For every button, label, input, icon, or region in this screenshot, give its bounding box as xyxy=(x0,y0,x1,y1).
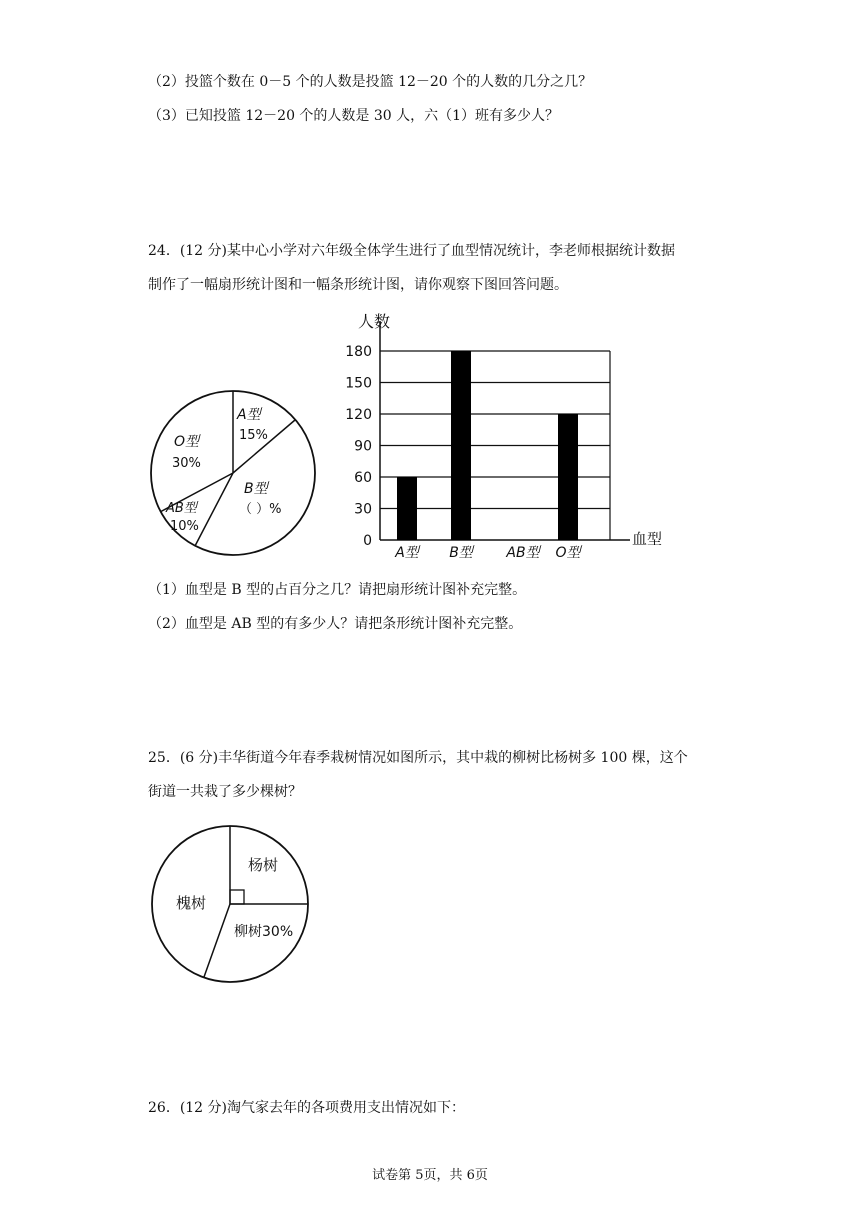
q23-sub2: （2）投篮个数在 0－5 个的人数是投篮 12－20 个的人数的几分之几？ xyxy=(148,74,593,90)
q25-stem-line2: 街道一共栽了多少棵树？ xyxy=(148,784,302,800)
pie-label-o: O型 xyxy=(174,434,200,450)
page-footer: 试卷第 5页，共 6页 xyxy=(372,1168,488,1183)
bar-O型 xyxy=(558,414,578,540)
blood-type-pie-chart xyxy=(148,388,318,558)
q26-stem-line1: 26．(12 分)淘气家去年的各项费用支出情况如下： xyxy=(148,1100,466,1116)
y-tick-0: 0 xyxy=(363,533,372,549)
q25-stem-line1: 25．(6 分)丰华街道今年春季栽树情况如图所示，其中栽的柳树比杨树多 100 棵，这个 xyxy=(148,750,688,766)
y-tick-90: 90 xyxy=(354,438,372,455)
bar-chart-y-ticks xyxy=(345,344,372,549)
x-tick-A型: A型 xyxy=(395,545,419,561)
tree-label-huai: 槐树 xyxy=(176,894,207,912)
y-tick-150: 150 xyxy=(345,375,372,392)
x-tick-AB型: AB型 xyxy=(506,545,540,561)
q23-sub3: （3）已知投篮 12－20 个的人数是 30 人，六（1）班有多少人？ xyxy=(148,108,560,124)
pie-pct-a: 15% xyxy=(239,428,268,443)
y-tick-120: 120 xyxy=(345,407,372,423)
pie-label-b: B型 xyxy=(244,481,268,497)
bar-B型 xyxy=(451,351,471,540)
y-tick-180: 180 xyxy=(345,344,372,360)
bar-chart-grid xyxy=(380,321,630,540)
q24-stem-line2: 制作了一幅扇形统计图和一幅条形统计图，请你观察下图回答问题。 xyxy=(148,277,568,293)
bar-chart-x-ticks xyxy=(394,545,583,561)
y-axis-label: 人数 xyxy=(358,312,391,331)
bar-A型 xyxy=(397,477,417,540)
y-tick-30: 30 xyxy=(354,501,372,518)
tree-planting-pie-chart xyxy=(150,824,312,986)
q24-sub1: （1）血型是 B 型的占百分之几？请把扇形统计图补充完整。 xyxy=(148,582,527,598)
x-tick-O型: O型 xyxy=(555,545,581,561)
q24-stem-line1: 24．(12 分)某中心小学对六年级全体学生进行了血型情况统计，李老师根据统计数据 xyxy=(148,243,676,259)
q24-sub2: （2）血型是 AB 型的有多少人？请把条形统计图补充完整。 xyxy=(148,616,523,632)
pie-pct-ab: 10% xyxy=(170,519,199,534)
y-tick-60: 60 xyxy=(354,470,372,486)
x-tick-B型: B型 xyxy=(449,545,473,561)
pie-label-a: A型 xyxy=(237,407,261,423)
x-axis-label: 血型 xyxy=(632,530,663,548)
tree-label-yang: 杨树 xyxy=(248,856,279,874)
blood-type-bar-chart xyxy=(330,308,680,568)
pie-label-ab: AB型 xyxy=(166,501,197,516)
pie-pct-o: 30% xyxy=(172,456,201,471)
tree-label-liu: 柳树30% xyxy=(234,924,294,940)
pie-pct-b: （ ）% xyxy=(239,502,282,517)
